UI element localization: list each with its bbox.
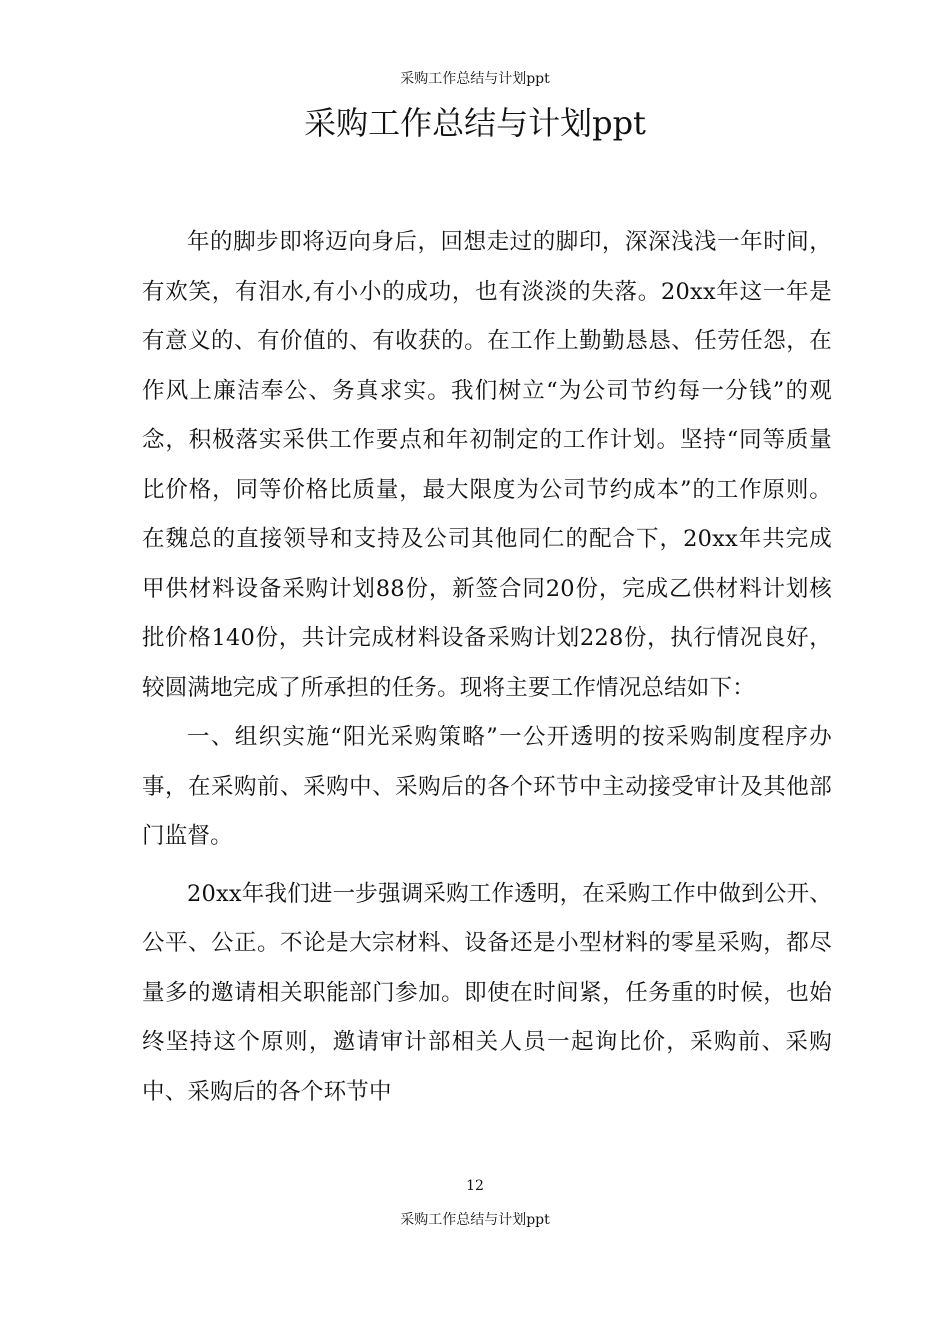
running-header: 采购工作总结与计划ppt bbox=[400, 71, 550, 87]
paragraph-transparency: 20xx年我们进一步强调采购工作透明，在采购工作中做到公开、公平、公正。不论是大宗材料、设备还是小型材料的零星采购，都尽量多的邀请相关职能部门参加。即使在时间紧，任务重的时候，也始终坚持这个原则，邀请审计部相关人员一起询比价，采购前、采购中、采购后的各个环节中 bbox=[142, 880, 833, 1105]
paragraph-section-one: 一、组织实施“阳光采购策略”一公开透明的按采购制度程序办事，在采购前、采购中、采购后的各个环节中主动接受审计及其他部门监督。 bbox=[142, 724, 832, 849]
running-footer: 采购工作总结与计划ppt bbox=[400, 1212, 550, 1228]
document-body bbox=[142, 218, 832, 1117]
document-title: 采购工作总结与计划ppt bbox=[304, 104, 646, 142]
page-number: 12 bbox=[466, 1178, 484, 1194]
paragraph-intro: 年的脚步即将迈向身后，回想走过的脚印，深深浅浅一年时间，有欢笑，有泪水,有小小的成功，也有淡淡的失落。20xx年这一年是有意义的、有价值的、有收获的。在工作上勤勤恳恳、任劳任怨，在作风上廉洁奉公、务真求实。我们树立“为公司节约每一分钱”的观念，积极落实采供工作要点和年初制定的工作计划。坚持“同等质量比价格，同等价格比质量，最大限度为公司节约成本”的工作原则。在魏总的直接领导和支持及公司其他同仁的配合下，20xx年共完成甲供材料设备采购计划88份，新签合同20份，完成乙供材料计划核批价格140份，共计完成材料设备采购计划228份，执行情况良好，较圆满地完成了所承担的任务。现将主要工作情况总结如下： bbox=[142, 229, 832, 701]
